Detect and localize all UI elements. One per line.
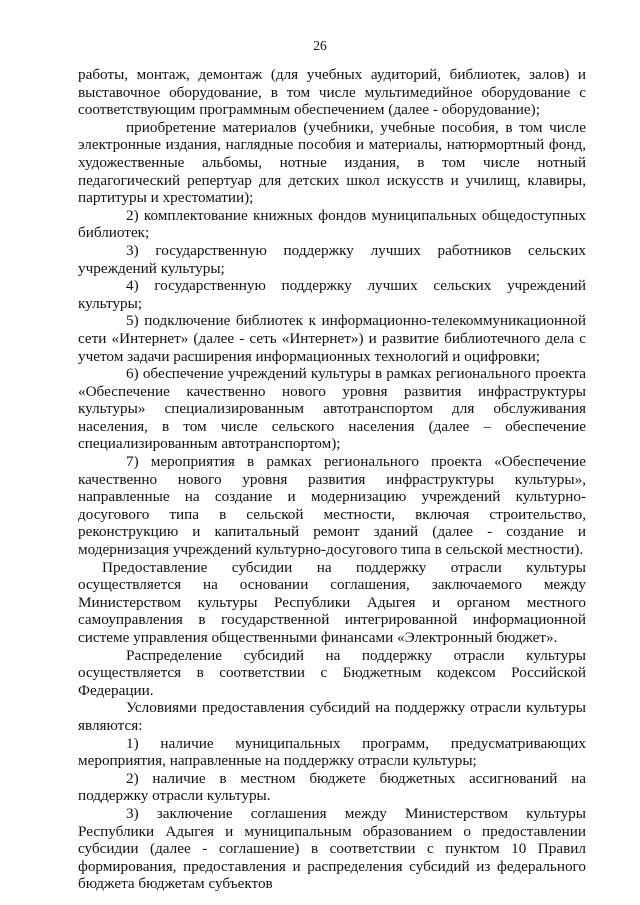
- paragraph-materials: приобретение материалов (учебники, учебные пособия, в том числе электронные издания, наглядные пособия и материалы, натюрмортный фонд, художественные альбомы, нотные издания, в том числе нотный педагогический репертуар для детских школ искусств и училищ, клавиры, партитуры и хрестоматии);: [78, 118, 586, 207]
- document-body: [78, 66, 586, 893]
- paragraph-continuation: работы, монтаж, демонтаж (для учебных аудиторий, библиотек, залов) и выставочное оборудование, в том числе мультимедийное оборудование с соответствующим программным обеспечением (далее - оборудование);: [78, 66, 586, 119]
- page-number: 26: [313, 38, 327, 53]
- paragraph-condition-3: 3) заключение соглашения между Министерством культуры Республики Адыгея и муниципальным образованием о предоставлении субсидии (далее - соглашение) в соответствии с пунктом 10 Правил формирования, предоставления и распределения субсидий из федерального бюджета бюджетам субъектов: [78, 804, 586, 893]
- paragraph-item-4: 4) государственную поддержку лучших сельских учреждений культуры;: [78, 277, 586, 312]
- paragraph-condition-2: 2) наличие в местном бюджете бюджетных ассигнований на поддержку отрасли культуры.: [78, 769, 586, 805]
- paragraph-distribution: Распределение субсидий на поддержку отрасли культуры осуществляется в соответствии с Бюджетным кодексом Российской Федерации.: [78, 646, 586, 699]
- paragraph-item-3: 3) государственную поддержку лучших работников сельских учреждений культуры;: [78, 241, 586, 277]
- paragraph-item-2: 2) комплектование книжных фондов муниципальных общедоступных библиотек;: [78, 206, 586, 242]
- paragraph-item-7: 7) мероприятия в рамках регионального проекта «Обеспечение качественно нового уровня развития инфраструктуры культуры», направленные на создание и модернизацию учреждений культурно-досугового типа в сельской местности, включая строительство, реконструкцию и капитальный ремонт зданий (далее - создание и модернизация учреждений культурно-досугового типа в сельской местности).: [78, 453, 586, 559]
- paragraph-item-5: 5) подключение библиотек к информационно-телекоммуникационной сети «Интернет» (далее - сеть «Интернет») и развитие библиотечного дела с учетом задачи расширения информационных технологий и оцифровки;: [78, 312, 586, 365]
- paragraph-item-6: 6) обеспечение учреждений культуры в рамках регионального проекта «Обеспечение качественно нового уровня развития инфраструктуры культуры» специализированным автотранспортом для обслуживания населения, в том числе сельского населения (далее – обеспечение специализированным автотранспортом);: [78, 365, 586, 453]
- paragraph-subsidy-basis: Предоставление субсидии на поддержку отрасли культуры осуществляется на основании соглашения, заключаемого между Министерством культуры Республики Адыгея и органом местного самоуправления в государственной интегрированной информационной системе управления общественными финансами «Электронный бюджет».: [78, 558, 586, 646]
- paragraph-condition-1: 1) наличие муниципальных программ, предусматривающих мероприятия, направленные на поддержку отрасли культуры;: [78, 734, 586, 770]
- paragraph-conditions-intro: Условиями предоставления субсидий на поддержку отрасли культуры являются:: [78, 699, 586, 734]
